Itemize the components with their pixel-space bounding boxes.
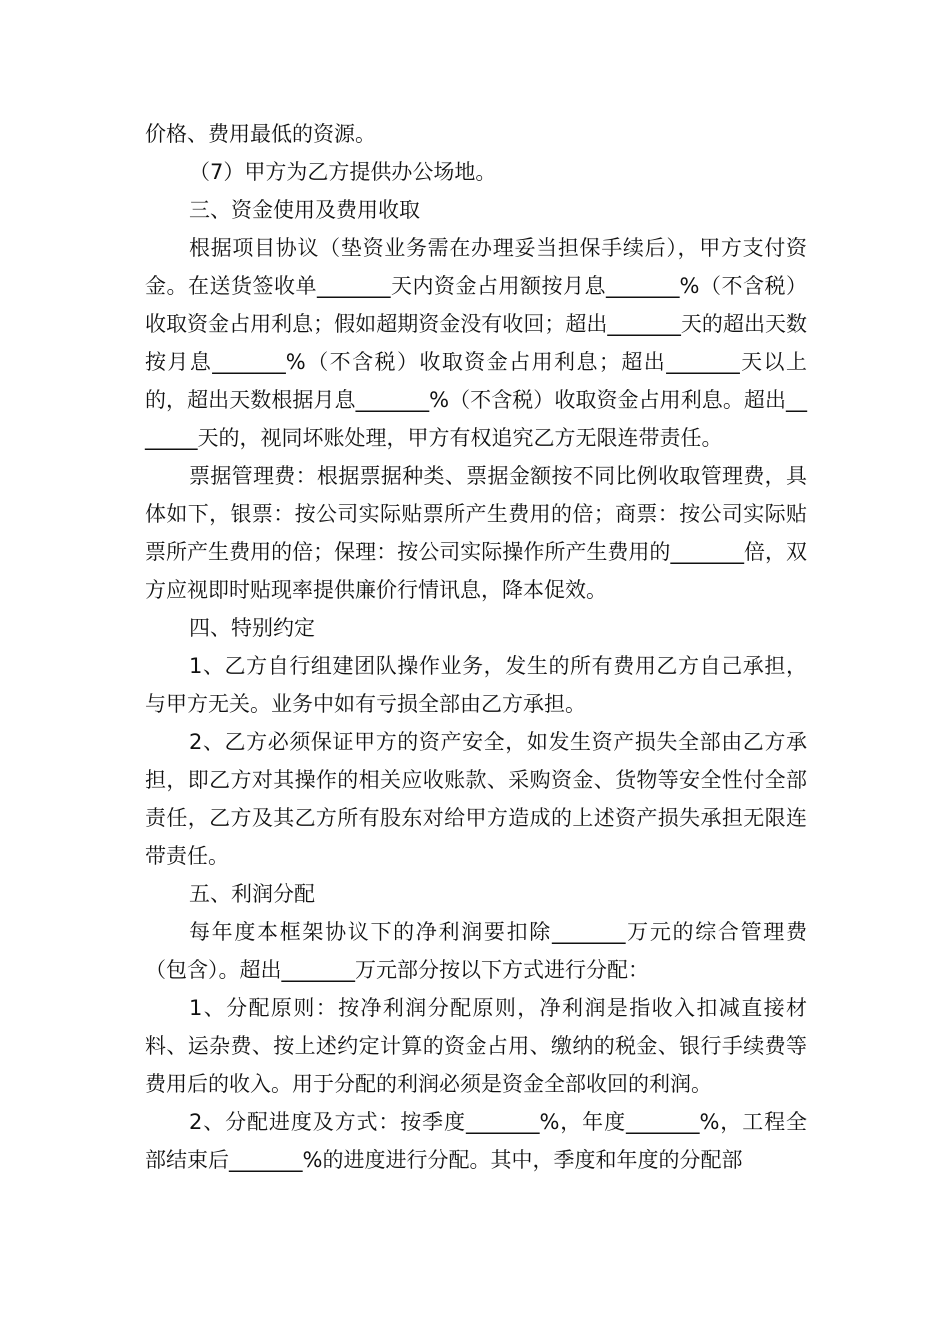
paragraph-distribution-schedule: 2、分配进度及方式：按季度_______%，年度_______%，工程全部结束后_______%的进度进行分配。其中，季度和年度的分配部 — [145, 1110, 807, 1172]
paragraph-bill-management-fee: 票据管理费：根据票据种类、票据金额按不同比例收取管理费，具体如下，银票：按公司实际贴票所产生费用的倍；商票：按公司实际贴票所产生费用的倍；保理：按公司实际操作所产生费用的_______倍，双方应视即时贴现率提供廉价行情讯息，降本促效。 — [145, 464, 807, 602]
paragraph-fund-interest: 根据项目协议（垫资业务需在办理妥当担保手续后），甲方支付资金。在送货签收单_______天内资金占用额按月息_______%（不含税）收取资金占用利息；假如超期资金没有收回；超出_______天的超出天数按月息_______%（不含税）收取资金占用利息；超出_______天以上的，超出天数根据月息_______%（不含税）收取资金占用利息。超出_______天的，视同坏账处理，甲方有权追究乙方无限连带责任。 — [145, 236, 807, 450]
paragraph-continued: 价格、费用最低的资源。 — [145, 122, 376, 146]
paragraph-special-term-2: 2、乙方必须保证甲方的资产安全，如发生资产损失全部由乙方承担，即乙方对其操作的相关应收账款、采购资金、货物等安全性付全部责任，乙方及其乙方所有股东对给甲方造成的上述资产损失承担无限连带责任。 — [145, 730, 807, 868]
section-heading-fund-use: 三、资金使用及费用收取 — [189, 198, 420, 222]
paragraph-special-term-1: 1、乙方自行组建团队操作业务，发生的所有费用乙方自己承担，与甲方无关。业务中如有亏损全部由乙方承担。 — [145, 654, 807, 716]
section-heading-profit-distribution: 五、利润分配 — [189, 882, 315, 906]
paragraph-distribution-principle: 1、分配原则：按净利润分配原则，净利润是指收入扣减直接材料、运杂费、按上述约定计算的资金占用、缴纳的税金、银行手续费等费用后的收入。用于分配的利润必须是资金全部收回的利润。 — [145, 996, 807, 1096]
paragraph-management-fee: 每年度本框架协议下的净利润要扣除_______万元的综合管理费（包含）。超出_______万元部分按以下方式进行分配： — [145, 920, 807, 982]
document-body — [145, 115, 807, 1179]
paragraph-clause-7: （7）甲方为乙方提供办公场地。 — [189, 160, 497, 184]
section-heading-special-terms: 四、特别约定 — [189, 616, 315, 640]
